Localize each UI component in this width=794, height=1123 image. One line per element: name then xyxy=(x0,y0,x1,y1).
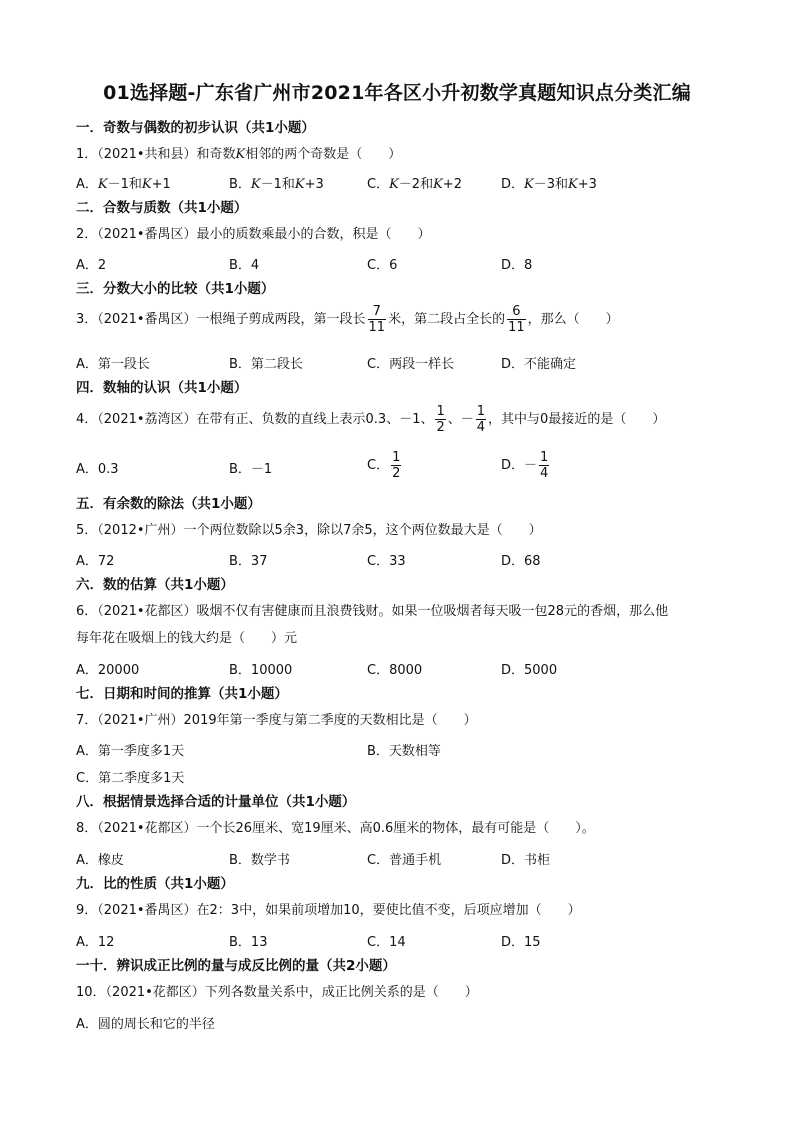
question-6-stem-line-1: 6．（2021•花都区）吸烟不仅有害健康而且浪费钱财。如果一位吸烟者每天吸一包28元的香烟，那么他 xyxy=(76,604,669,619)
q5-option-b[interactable]: B．37 xyxy=(229,554,268,569)
q8-option-d[interactable]: D．书柜 xyxy=(501,853,551,868)
question-7-stem: 7．（2021•广州）2019年第一季度与第二季度的天数相比是（ ） xyxy=(76,713,477,728)
q5-option-c[interactable]: C．33 xyxy=(367,554,406,569)
section-heading-9: 九．比的性质（共1小题） xyxy=(76,876,234,892)
q1-option-c[interactable]: C．K－2和K+2 xyxy=(367,177,462,192)
q2-option-c[interactable]: C．6 xyxy=(367,258,398,273)
section-heading-2: 二．合数与质数（共1小题） xyxy=(76,200,248,216)
q3-option-d[interactable]: D．不能确定 xyxy=(501,357,577,372)
q6-option-d[interactable]: D．5000 xyxy=(501,663,558,678)
question-10-stem: 10．（2021•花都区）下列各数量关系中，成正比例关系的是（ ） xyxy=(76,985,478,1000)
q9-option-d[interactable]: D．15 xyxy=(501,935,541,950)
q2-option-a[interactable]: A．2 xyxy=(76,258,107,273)
q7-option-b[interactable]: B．天数相等 xyxy=(367,744,441,759)
q2-option-b[interactable]: B．4 xyxy=(229,258,260,273)
section-heading-8: 八．根据情景选择合适的计量单位（共1小题） xyxy=(76,794,356,810)
q8-option-b[interactable]: B．数学书 xyxy=(229,853,290,868)
page-title: 01选择题-广东省广州市2021年各区小升初数学真题知识点分类汇编 xyxy=(103,82,691,104)
q8-option-a[interactable]: A．橡皮 xyxy=(76,853,124,868)
section-heading-6: 六．数的估算（共1小题） xyxy=(76,577,234,593)
q4-option-a[interactable]: A．0.3 xyxy=(76,462,119,477)
section-heading-7: 七．日期和时间的推算（共1小题） xyxy=(76,686,288,702)
question-5-stem: 5．（2012•广州）一个两位数除以5余3，除以7余5，这个两位数最大是（ ） xyxy=(76,523,542,538)
q4-option-c[interactable]: C． $\frac{1}{2}$ xyxy=(367,450,401,481)
question-9-stem: 9．（2021•番禺区）在2：3中，如果前项增加10，要使比值不变，后项应增加（ ） xyxy=(76,903,581,918)
q3-fraction-7-11: $\frac{7}{11}$ xyxy=(368,304,386,335)
question-1-stem xyxy=(76,147,401,163)
q10-option-a[interactable]: A．圆的周长和它的半径 xyxy=(76,1017,215,1032)
question-3-stem: 3．（2021•番禺区）一根绳子剪成两段，第一段长 $\frac{7}{11}$ 米，第二段占全长的 $\frac{6}{11}$ ，那么（ ） xyxy=(76,304,619,335)
question-8-stem: 8．（2021•花都区）一个长26厘米、宽19厘米、高0.6厘米的物体，最有可能是（ ）。 xyxy=(76,821,595,836)
section-heading-5: 五．有余数的除法（共1小题） xyxy=(76,496,261,512)
q1-variable: K xyxy=(235,147,246,162)
question-6-stem-line-2: 每年花在吸烟上的钱大约是（ ）元 xyxy=(76,631,298,646)
q3-option-b[interactable]: B．第二段长 xyxy=(229,357,303,372)
q4-option-d[interactable]: D．－ $\frac{1}{4}$ xyxy=(501,450,549,481)
q1-option-b[interactable]: B．K－1和K+3 xyxy=(229,177,324,192)
q1-option-d[interactable]: D．K－3和K+3 xyxy=(501,177,597,192)
q9-option-c[interactable]: C．14 xyxy=(367,935,406,950)
q7-option-a[interactable]: A．第一季度多1天 xyxy=(76,744,185,759)
q5-option-d[interactable]: D．68 xyxy=(501,554,541,569)
q3-option-c[interactable]: C．两段一样长 xyxy=(367,357,455,372)
q1-stem-part-a: 1．（2021•共和县）和奇数 xyxy=(76,147,236,162)
question-4-stem: 4．（2021•荔湾区）在带有正、负数的直线上表示0.3、－1、 $\frac{1}{2}$ 、－ $\frac{1}{4}$ ，其中与0最接近的是（ ） xyxy=(76,404,666,435)
q9-option-b[interactable]: B．13 xyxy=(229,935,268,950)
q4-fraction-1-2: $\frac{1}{2}$ xyxy=(436,404,445,435)
section-heading-3: 三．分数大小的比较（共1小题） xyxy=(76,281,275,297)
question-2-stem: 2．（2021•番禺区）最小的质数乘最小的合数，积是（ ） xyxy=(76,227,431,242)
q6-option-c[interactable]: C．8000 xyxy=(367,663,423,678)
q6-option-b[interactable]: B．10000 xyxy=(229,663,293,678)
q5-option-a[interactable]: A．72 xyxy=(76,554,115,569)
q4-option-b[interactable]: B．－1 xyxy=(229,462,273,477)
section-heading-1: 一．奇数与偶数的初步认识（共1小题） xyxy=(76,120,315,136)
q9-option-a[interactable]: A．12 xyxy=(76,935,115,950)
q1-stem-part-b: 相邻的两个奇数是（ ） xyxy=(245,147,402,162)
q3-option-a[interactable]: A．第一段长 xyxy=(76,357,150,372)
q7-option-c[interactable]: C．第二季度多1天 xyxy=(76,771,185,786)
q1-option-a[interactable]: A．K－1和K+1 xyxy=(76,177,171,192)
q4-fraction-1-4: $\frac{1}{4}$ xyxy=(476,404,486,435)
q2-option-d[interactable]: D．8 xyxy=(501,258,533,273)
q8-option-c[interactable]: C．普通手机 xyxy=(367,853,442,868)
q3-fraction-6-11: $\frac{6}{11}$ xyxy=(508,304,525,335)
section-heading-4: 四．数轴的认识（共1小题） xyxy=(76,380,248,396)
q6-option-a[interactable]: A．20000 xyxy=(76,663,140,678)
section-heading-10: 一十．辨识成正比例的量与成反比例的量（共2小题） xyxy=(76,958,396,974)
